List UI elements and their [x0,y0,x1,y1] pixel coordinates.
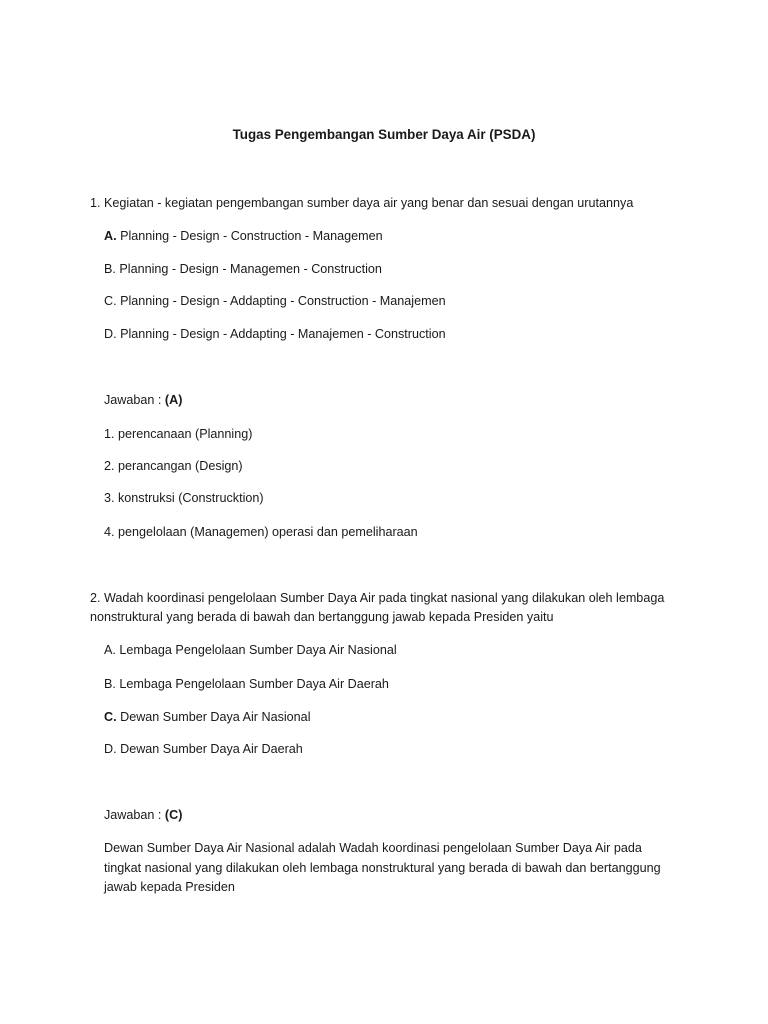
q1-answer-value: (A) [164,393,183,407]
q1-explanation-4: 4. pengelolaan (Managemen) operasi dan pemeliharaan [104,525,418,539]
q1-option-d [104,324,446,344]
q2-option-c-letter: C. [104,710,117,724]
q2-answer [104,805,182,825]
q1-option-c-text: Planning - Design - Addapting - Construction - Manajemen [116,294,446,308]
q1-explanation-2: 2. perancangan (Design) [104,459,243,473]
q2-explanation-line-2: tingkat nasional yang dilakukan oleh lembaga nonstruktural yang berada di bawah dan bertanggung [104,861,661,875]
q1-option-c-letter: C. [104,294,117,308]
q2-explanation-line-3: jawab kepada Presiden [104,880,235,894]
q2-explanation-line-1: Dewan Sumber Daya Air Nasional adalah Wadah koordinasi pengelolaan Sumber Daya Air pada [104,841,642,855]
q2-option-b-text: Lembaga Pengelolaan Sumber Daya Air Daerah [115,677,389,691]
q1-option-c [104,291,446,311]
q2-option-d-text: Dewan Sumber Daya Air Daerah [116,742,303,756]
q2-option-c [104,707,311,727]
question-2-line-2: nonstruktural yang berada di bawah dan bertanggung jawab kepada Presiden yaitu [90,610,554,624]
q1-explanation-3: 3. konstruksi (Construcktion) [104,491,264,505]
q1-option-b-letter: B. [104,262,116,276]
q2-option-b-letter: B. [104,677,116,691]
q2-option-d [104,739,303,759]
q1-option-d-text: Planning - Design - Addapting - Manajemen - Construction [116,327,446,341]
q2-option-b [104,674,389,694]
q2-option-c-text: Dewan Sumber Daya Air Nasional [116,710,311,724]
q2-option-a-text: Lembaga Pengelolaan Sumber Daya Air Nasional [115,643,397,657]
q2-answer-label: Jawaban : [104,808,165,822]
document-title: Tugas Pengembangan Sumber Daya Air (PSDA) [232,127,536,142]
question-1-text: 1. Kegiatan - kegiatan pengembangan sumber daya air yang benar dan sesuai dengan urutannya [90,196,634,210]
q1-answer [104,390,182,410]
q1-explanation-1: 1. perencanaan (Planning) [104,427,253,441]
q2-option-a [104,640,397,660]
q1-option-b [104,259,382,279]
q2-answer-value: (C) [164,808,183,822]
q1-option-b-text: Planning - Design - Managemen - Construction [115,262,382,276]
q1-option-a-text: Planning - Design - Construction - Managemen [116,229,383,243]
q1-option-a-letter: A. [104,229,117,243]
q1-option-a [104,226,383,246]
q2-option-d-letter: D. [104,742,117,756]
q2-option-a-letter: A. [104,643,116,657]
q1-option-d-letter: D. [104,327,117,341]
question-2-line-1: 2. Wadah koordinasi pengelolaan Sumber Daya Air pada tingkat nasional yang dilakukan oleh lembaga [90,591,665,605]
q1-answer-label: Jawaban : [104,393,165,407]
